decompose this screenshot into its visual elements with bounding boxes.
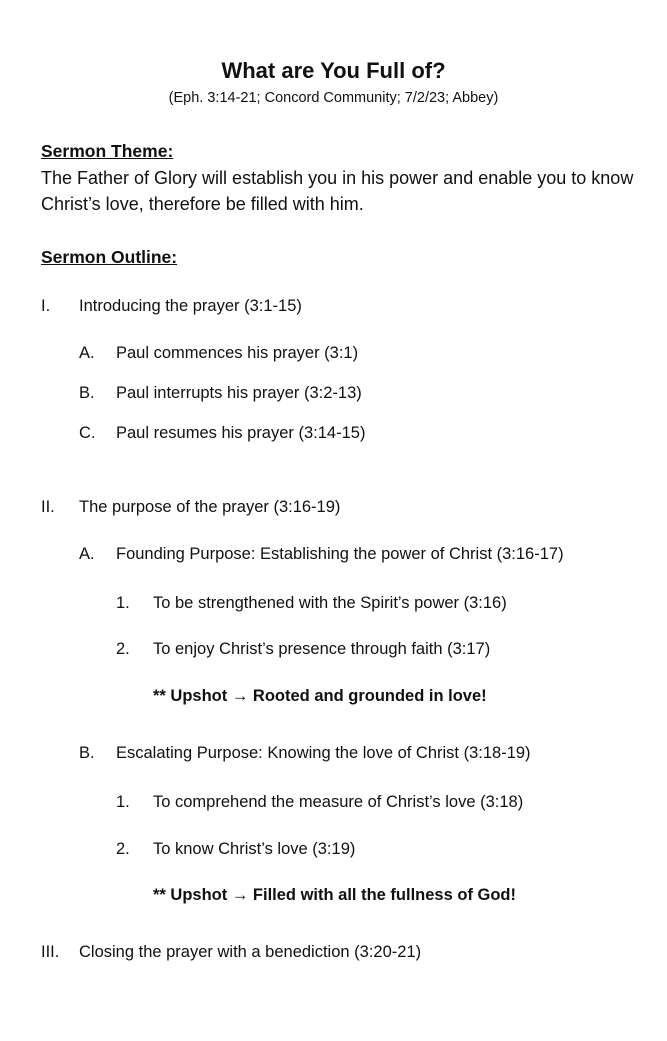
outline-text: To enjoy Christ’s presence through faith (3:17) <box>153 640 491 658</box>
outline-heading-label: Sermon Outline <box>41 247 172 267</box>
outline-item-2b1 <box>116 793 523 812</box>
outline-text: Paul interrupts his prayer (3:2-13) <box>116 384 362 402</box>
page-title: What are You Full of? <box>221 58 446 83</box>
outline-heading <box>41 247 177 268</box>
outline-item-2a1 <box>116 594 507 613</box>
theme-heading-label: Sermon Theme <box>41 141 168 161</box>
outline-item-3 <box>41 943 421 962</box>
outline-num: A. <box>79 344 95 362</box>
outline-num: 1. <box>116 594 130 612</box>
outline-num: C. <box>79 424 96 442</box>
outline-text: Founding Purpose: Establishing the power of Christ (3:16-17) <box>116 545 564 563</box>
outline-item-2a <box>79 545 564 564</box>
outline-text: The purpose of the prayer (3:16-19) <box>79 498 341 516</box>
outline-item-1b <box>79 384 362 403</box>
outline-text: Paul commences his prayer (3:1) <box>116 344 359 362</box>
outline-item-2 <box>41 498 340 517</box>
page-subtitle: (Eph. 3:14-21; Concord Community; 7/2/23; Abbey) <box>168 90 499 106</box>
outline-text: To be strengthened with the Spirit’s power (3:16) <box>153 594 507 612</box>
outline-item-1c <box>79 424 365 443</box>
outline-item-1a <box>79 344 358 363</box>
outline-heading-colon: : <box>171 247 178 267</box>
outline-item-2b <box>79 744 531 763</box>
outline-num: 2. <box>116 840 130 858</box>
outline-text: Introducing the prayer (3:1-15) <box>79 297 302 315</box>
outline-item-2b2 <box>116 840 355 859</box>
outline-num: 1. <box>116 793 130 811</box>
outline-num: III. <box>41 943 60 961</box>
theme-text: The Father of Glory will establish you in his power and enable you to know Christ’s love, therefore be filled with him. <box>41 168 634 214</box>
outline-item-2a2 <box>116 640 490 659</box>
outline-text: Paul resumes his prayer (3:14-15) <box>116 424 366 442</box>
theme-heading-colon: : <box>167 141 174 161</box>
outline-num: 2. <box>116 640 130 658</box>
outline-num: II. <box>41 498 55 516</box>
outline-text: Closing the prayer with a benediction (3:20-21) <box>79 943 422 961</box>
outline-text: Escalating Purpose: Knowing the love of Christ (3:18-19) <box>116 744 531 762</box>
outline-text: To comprehend the measure of Christ’s love (3:18) <box>153 793 524 811</box>
theme-heading <box>41 141 173 162</box>
outline-num: I. <box>41 297 51 315</box>
upshot-2: ** Upshot → Filled with all the fullness of God! <box>153 886 517 904</box>
upshot-1: ** Upshot → Rooted and grounded in love! <box>153 687 487 705</box>
outline-text: To know Christ’s love (3:19) <box>153 840 356 858</box>
outline-num: B. <box>79 384 95 402</box>
outline-num: B. <box>79 744 95 762</box>
outline-num: A. <box>79 545 95 563</box>
outline-item-1 <box>41 297 302 316</box>
